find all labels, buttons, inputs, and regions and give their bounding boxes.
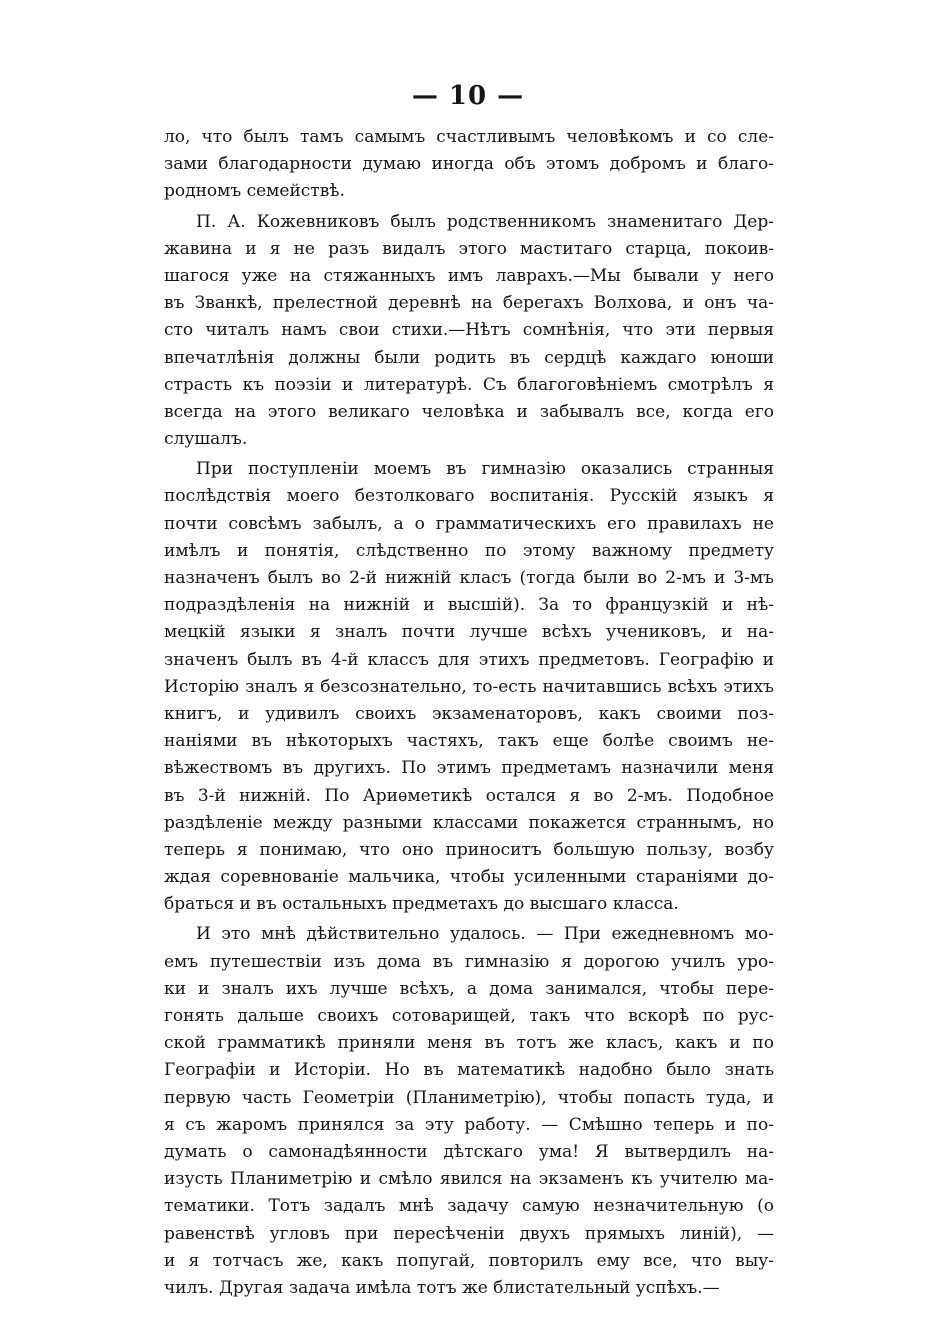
text-line: шагося уже на стяжанныхъ имъ лаврахъ.—Мы бывали у него	[164, 265, 774, 286]
paragraph-1	[164, 124, 774, 206]
text-line: И это мнѣ дѣйствительно удалось. — При ежедневномъ мо-	[196, 924, 774, 945]
text-line: почти совсѣмъ забылъ, а о грамматическихъ его правилахъ не	[164, 513, 774, 534]
text-line: мецкій языки я зналъ почти лучше всѣхъ учениковъ, и на-	[164, 622, 774, 643]
text-line: теперь я понимаю, что оно приноситъ большую пользу, возбу	[164, 839, 774, 860]
text-line: Географіи и Исторіи. Но въ математикѣ надобно было знать	[164, 1060, 774, 1081]
text-line: ло, что былъ тамъ самымъ счастливымъ человѣкомъ и со сле-	[164, 127, 774, 147]
paragraph-3	[164, 456, 774, 918]
text-line: думать о самонадѣянности дѣтскаго ума! Я вытвердилъ на-	[164, 1141, 774, 1162]
body-text	[164, 124, 774, 1302]
paragraph-4	[164, 921, 774, 1302]
text-line: жавина и я не разъ видалъ этого маститаго старца, покоив-	[164, 238, 774, 259]
text-line: назначенъ былъ во 2-й нижній класъ (тогда были во 2-мъ и 3-мъ	[164, 568, 774, 588]
text-line: значенъ былъ въ 4-й классъ для этихъ предметовъ. Географію и	[164, 649, 774, 670]
text-line: имѣлъ и понятія, слѣдственно по этому важному предмету	[164, 540, 774, 561]
text-line: вѣжествомъ въ другихъ. По этимъ предметамъ назначили меня	[164, 758, 774, 779]
text-line: ки и зналъ ихъ лучше всѣхъ, а дома занимался, чтобы пере-	[164, 978, 774, 999]
text-line: браться и въ остальныхъ предметахъ до высшаго класса.	[164, 894, 679, 915]
text-line: П. А. Кожевниковъ былъ родственникомъ знаменитаго Дер-	[196, 211, 774, 232]
text-line: послѣдствія моего безтолковаго воспитанія. Русскій языкъ я	[164, 486, 774, 507]
text-line: книгъ, и удивилъ своихъ экзаменаторовъ, какъ своими поз-	[164, 703, 774, 724]
text-line: сто читалъ намъ свои стихи.—Нѣтъ сомнѣнія, что эти первыя	[164, 320, 774, 341]
text-line: изусть Планиметрію и смѣло явился на экзаменъ къ учителю ма-	[164, 1169, 774, 1190]
text-line: подраздѣленія на нижній и высшій). За то французкій и нѣ-	[164, 595, 774, 616]
text-line: всегда на этого великаго человѣка и забывалъ все, когда его	[164, 401, 774, 422]
text-line: страсть къ поэзіи и литературѣ. Съ благоговѣніемъ смотрѣлъ я	[164, 374, 774, 395]
text-line: чилъ. Другая задача имѣла тотъ же блистательный успѣхъ.—	[164, 1277, 720, 1298]
text-line: слушалъ.	[164, 429, 248, 450]
text-line: емъ путешествіи изъ дома въ гимназію я дорогою училъ уро-	[164, 951, 774, 972]
text-line: гонять дальше своихъ сотоварищей, такъ что вскорѣ по рус-	[164, 1006, 774, 1026]
text-line: При поступленіи моемъ въ гимназію оказались странныя	[196, 459, 774, 480]
text-line: ской грамматикѣ приняли меня въ тотъ же класъ, какъ и по	[164, 1033, 774, 1054]
text-line: въ 3-й нижній. По Ариѳметикѣ остался я во 2-мъ. Подобное	[164, 785, 774, 806]
text-line: равенствѣ угловъ при пересѣченіи двухъ прямыхъ линій), —	[164, 1223, 774, 1244]
text-line: зами благодарности думаю иногда объ этомъ добромъ и благо-	[164, 154, 774, 175]
text-line: ждая соревнованіе мальчика, чтобы усиленными стараніями до-	[164, 867, 774, 888]
paragraph-2	[164, 209, 774, 454]
text-line: въ Званкѣ, прелестной деревнѣ на берегахъ Волхова, и онъ ча-	[164, 293, 774, 314]
text-line: раздѣленіе между разными классами покажется страннымъ, но	[164, 812, 774, 833]
text-line: первую часть Геометріи (Планиметрію), чтобы попасть туда, и	[164, 1087, 774, 1108]
text-line: я съ жаромъ принялся за эту работу. — Смѣшно теперь и по-	[164, 1114, 774, 1135]
text-line: и я тотчасъ же, какъ попугай, повторилъ ему все, что выу-	[164, 1250, 774, 1271]
text-line: родномъ семействѣ.	[164, 181, 345, 202]
text-line: тематики. Тотъ задалъ мнѣ задачу самую незначительную (о	[164, 1196, 774, 1217]
text-line: впечатлѣнія должны были родить въ сердцѣ каждаго юноши	[164, 347, 774, 368]
page-number: — 10 —	[411, 81, 525, 111]
text-line: Исторію зналъ я безсознательно, то-есть начитавшись всѣхъ этихъ	[164, 676, 774, 697]
text-line: наніями въ нѣкоторыхъ частяхъ, такъ еще болѣе своимъ не-	[164, 731, 774, 752]
